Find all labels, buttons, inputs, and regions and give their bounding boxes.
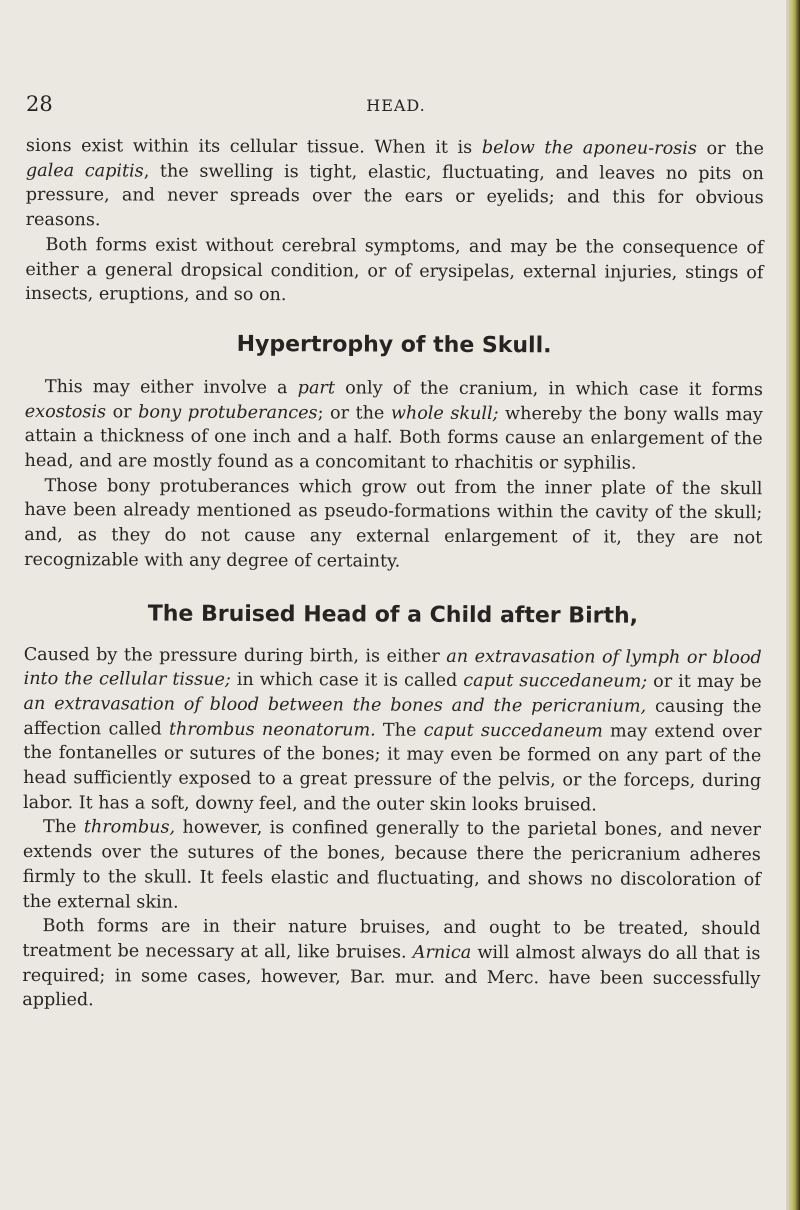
bruised-paragraph-1: Caused by the pressure during birth, is either an extravasation of lymph or blood into the cellular tissue; in which case it is called caput succedaneum; or it may be an extravasation of blood between the bones and the pericranium, causing the affection called thrombus neonatorum. The caput succedaneum may extend over the fontanelles or sutures of the bones; it may even be formed on any part of the head sufficiently exposed to a great pressure of the pelvis, or the forceps, during labor. It has a soft, downy feel, and the outer skin looks bruised. [23, 644, 762, 816]
bruised-paragraph-2: The thrombus, however, is confined generally to the parietal bones, and never extends over the sutures of the bones, because there the pericranium adheres firmly to the skull. It feels elastic and fluctuating, and shows no discoloration of the external skin. [22, 817, 762, 913]
intro-paragraph-2: Both forms exist without cerebral symptoms, and may be the consequence of either a general dropsical condition, or of erysipelas, external injuries, stings of insects, eruptions, and so on. [25, 234, 764, 306]
hypertrophy-paragraph-2: Those bony protuberances which grow out from the inner plate of the skull have been already mentioned as pseudo-formations within the cavity of the skull; and, as they do not cause any external enlargement of it, they are not recognizable with any degree of certainty. [24, 475, 763, 572]
section-heading-hypertrophy: Hypertrophy of the Skull. [236, 331, 552, 359]
page-header [26, 92, 766, 122]
page-body [22, 134, 764, 1016]
section-heading-bruised-head: The Bruised Head of a Child after Birth, [147, 601, 639, 629]
running-head: HEAD. [366, 96, 426, 115]
bruised-paragraph-3: Both forms are in their nature bruises, and ought to be treated, should treatment be necessary at all, like bruises. Arnica will almost always do all that is required; in some cases, however, Bar. mur. and Merc. have been successfully applied. [22, 916, 761, 1011]
page-edge [786, 0, 800, 1210]
page-number: 28 [26, 92, 53, 116]
intro-paragraph-1: sions exist within its cellular tissue. When it is below the aponeu-rosis or the galea capitis, the swelling is tight, elastic, fluctuating, and leaves no pits on pressure, and never spreads over the ears or eyelids; and this for obvious reasons. [25, 135, 764, 231]
hypertrophy-paragraph-1: This may either involve a part only of the cranium, in which case it forms exostosis or bony protuberances; or the whole skull; whereby the bony walls may attain a thickness of one inch and a half. Both forms cause an enlargement of the head, and are mostly found as a concomitant to rhachitis or syphilis. [24, 377, 763, 474]
